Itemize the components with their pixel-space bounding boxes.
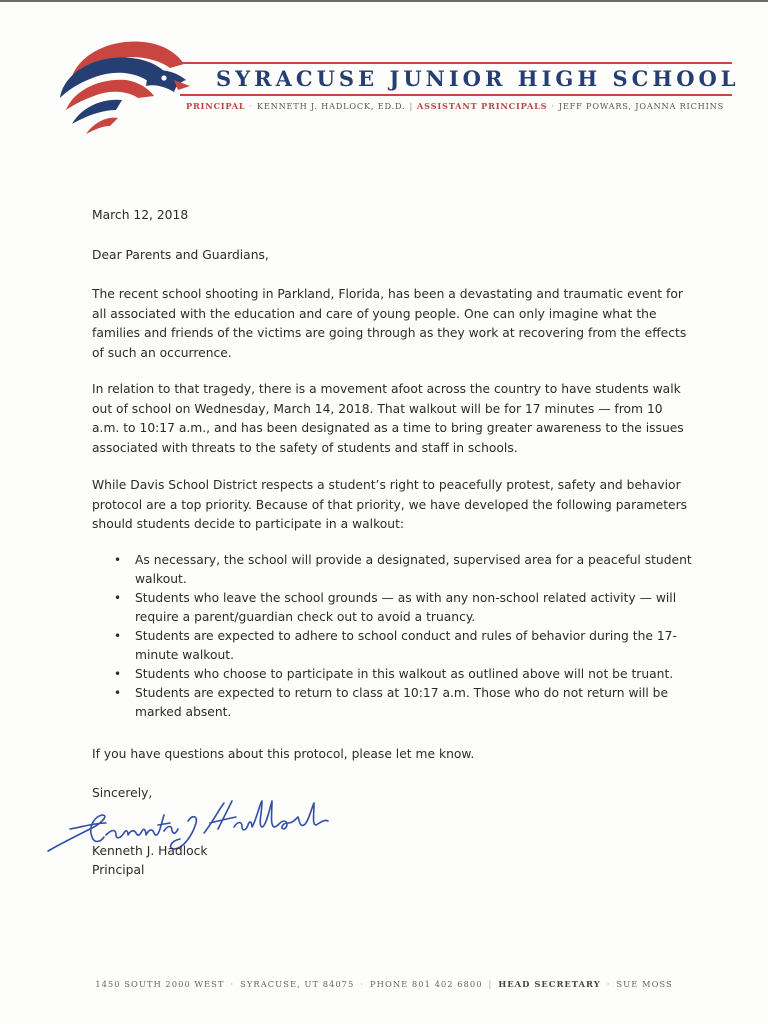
- signer-name: Kenneth J. Hadlock: [92, 844, 208, 858]
- walkout-parameters-list: [92, 551, 692, 722]
- list-item: • Students who leave the school grounds — as with any non-school related activity — will require a parent/guardian check out to avoid a truancy.: [92, 589, 692, 627]
- footer-secretary-role: HEAD SECRETARY: [498, 979, 601, 989]
- paragraph-1: The recent school shooting in Parkland, Florida, has been a devastating and traumatic event for all associated with the education and care of young people. One can only imagine what the families and friends of the victims are going through as they work at recovering from the effects of such an occurrence.: [92, 287, 687, 360]
- top-border: [0, 0, 768, 2]
- header-rule-bottom: [180, 94, 732, 96]
- sign-off: Sincerely,: [92, 786, 153, 800]
- closing-question: If you have questions about this protocol, please let me know.: [92, 747, 475, 761]
- list-item: • Students are expected to adhere to school conduct and rules of behavior during the 17-minute walkout.: [92, 627, 692, 665]
- paragraph-2: In relation to that tragedy, there is a movement afoot across the country to have students walk out of school on Wednesday, March 14, 2018. That walkout will be for 17 minutes — from 10 a.m. to 10:17 a.m., and has been designated as a time to bring greater awareness to the issues associated with threats to the safety of students and staff in schools.: [92, 382, 684, 455]
- principal-name: KENNETH J. HADLOCK, ED.D.: [256, 101, 406, 111]
- footer: 1450 SOUTH 2000 WEST · SYRACUSE, UT 84075 · PHONE 801 402 6800 | HEAD SECRETARY · SUE MOSS: [95, 979, 673, 989]
- salutation: Dear Parents and Guardians,: [92, 248, 269, 262]
- footer-address: 1450 SOUTH 2000 WEST: [95, 979, 225, 989]
- list-item: • Students who choose to participate in this walkout as outlined above will not be truant.: [92, 665, 692, 684]
- signer-title: Principal: [92, 863, 145, 877]
- staff-line: PRINCIPAL · KENNETH J. HADLOCK, ED.D. | ASSISTANT PRINCIPALS · JEFF POWARS, JOANNA RICHINS: [186, 101, 724, 111]
- paragraph-3: While Davis School District respects a student’s right to peacefully protest, safety and behavior protocol are a top priority. Because of that priority, we have developed the following parameters should students decide to participate in a walkout:: [92, 478, 688, 531]
- eagle-logo-icon: [52, 28, 192, 140]
- footer-phone: PHONE 801 402 6800: [370, 979, 483, 989]
- footer-secretary-name: SUE MOSS: [616, 979, 673, 989]
- principal-role: PRINCIPAL: [186, 101, 246, 111]
- list-item: • As necessary, the school will provide a designated, supervised area for a peaceful student walkout.: [92, 551, 692, 589]
- letter-date: March 12, 2018: [92, 208, 189, 222]
- header-rule-top: [180, 62, 732, 64]
- assistant-role: ASSISTANT PRINCIPALS: [417, 101, 548, 111]
- footer-city: SYRACUSE, UT 84075: [240, 979, 355, 989]
- assistant-names: JEFF POWARS, JOANNA RICHINS: [558, 101, 724, 111]
- list-item: • Students are expected to return to class at 10:17 a.m. Those who do not return will be marked absent.: [92, 684, 692, 722]
- school-name: SYRACUSE JUNIOR HIGH SCHOOL: [216, 66, 740, 91]
